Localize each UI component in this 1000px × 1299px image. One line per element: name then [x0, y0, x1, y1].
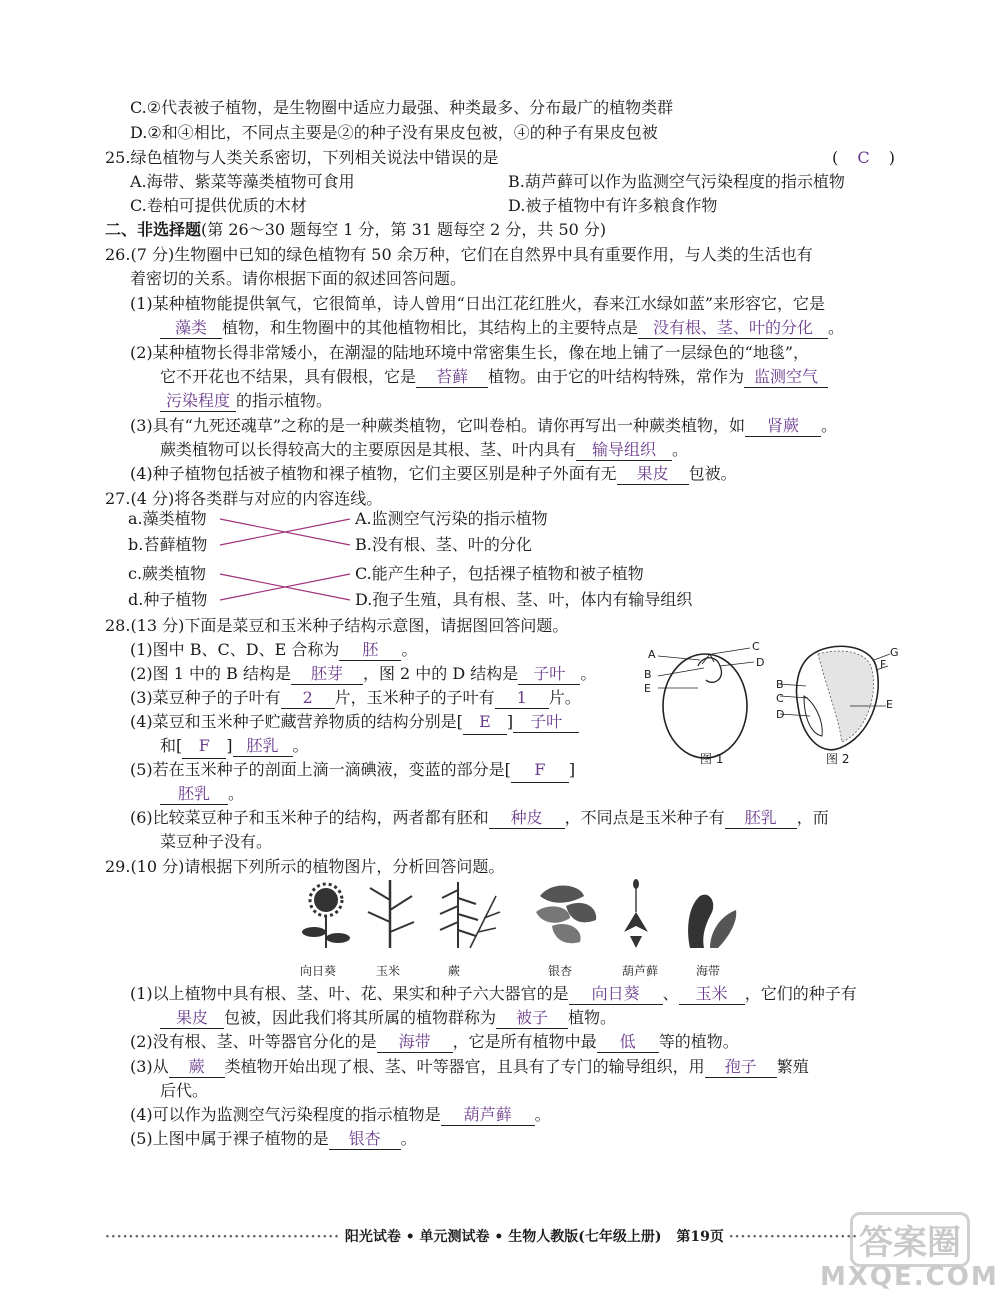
ginkgo-leaf-3: [566, 903, 596, 922]
q25-option-c: C.卷柏可提供优质的木材: [130, 196, 307, 215]
plant-caption-fern: 蕨: [448, 964, 461, 978]
q26-answer-vascular: 输导组织: [576, 440, 672, 461]
page-footer: [105, 1226, 858, 1246]
bean-label-b: B: [644, 668, 652, 681]
bean-seed-outline: [663, 654, 747, 758]
q28-answer-two: 2: [281, 688, 335, 709]
q29-part1-comma: 、: [662, 984, 679, 1003]
q28-part6-text: (6)比较菜豆种子和玉米种子的结构，两者都有胚和: [130, 808, 489, 827]
q28-part6-line2: 菜豆种子没有。: [160, 832, 273, 851]
bean-pointer-d: [720, 662, 754, 666]
q26-answer-monitor: 监测空气: [744, 367, 828, 388]
fern-illustration: [440, 882, 500, 948]
q27-left-d: d.种子植物: [128, 590, 208, 609]
corn-label-e: E: [886, 698, 893, 711]
q29-part3-text3: 繁殖: [776, 1057, 809, 1076]
q25-bracket-open: (: [832, 148, 839, 167]
q28-part2-end: 。: [580, 664, 597, 683]
q28-answer-endosperm2: 胚乳: [160, 784, 228, 805]
moss-capsule: [633, 879, 639, 889]
corn-label-c: C: [776, 692, 784, 705]
q28-part4-line2: [160, 734, 309, 758]
q29-part2-end: 等的植物。: [658, 1032, 739, 1051]
q29-part3-line2: 后代。: [160, 1081, 209, 1100]
q29-part2-text: (2)没有根、茎、叶等器官分化的是: [130, 1032, 377, 1051]
q28-part3-text2: 片，玉米种子的子叶有: [334, 688, 495, 707]
ginkgo-leaf-1: [540, 885, 584, 902]
q29-part3-text: (3)从: [130, 1057, 169, 1076]
q28-answer-one: 1: [495, 688, 549, 709]
q29-part5-text: (5)上图中属于裸子植物的是: [130, 1129, 329, 1148]
q28-part5-text: (5)若在玉米种子的剖面上滴一滴碘液，变蓝的部分是[: [130, 760, 511, 779]
q28-part1: [130, 638, 417, 662]
corn-label-b: B: [776, 678, 784, 691]
plant-caption-sunflower: 向日葵: [300, 964, 337, 978]
q29-answer-moss: 葫芦藓: [441, 1105, 535, 1126]
q29-plant-illustrations: [290, 876, 750, 956]
q28-part4-text: (4)菜豆和玉米种子贮藏营养物质的结构分别是[: [130, 712, 463, 731]
q25-option-b: B.葫芦藓可以作为监测空气污染程度的指示植物: [508, 172, 845, 191]
q26-part2-end: 的指示植物。: [236, 391, 333, 410]
q28-part2: [130, 662, 596, 686]
q24-option-c: C.②代表被子植物，是生物圈中适应力最强、种类最多、分布最广的植物类群: [130, 98, 674, 117]
q26-part1-end: 。: [828, 318, 845, 337]
q26-answer-pericarp: 果皮: [617, 464, 689, 485]
q26-answer-algae: 藻类: [160, 318, 222, 339]
q28-answer-endosperm: 胚乳: [233, 736, 293, 757]
q29-part1-line1: [130, 982, 857, 1006]
q24-option-d: D.②和④相比，不同点主要是②的种子没有果皮包被，④的种子有果皮包被: [130, 123, 658, 142]
q28-part1-end: 。: [401, 640, 418, 659]
q26-answer-fern: 肾蕨: [745, 416, 821, 437]
q28-part2-text2: ，图 2 中的 D 结构是: [362, 664, 519, 683]
corn-pointer-b: [780, 684, 806, 686]
q26-stem-line1: 26.(7 分)生物圈中已知的绿色植物有 50 余万种，它们在自然界中具有重要作用，与人类的生活也有: [105, 245, 813, 264]
q26-part3-text2: 蕨类植物可以长得较高大的主要原因是其根、茎、叶内具有: [160, 440, 577, 459]
plant-caption-ginkgo: 银杏: [548, 964, 573, 978]
q25-option-a: A.海带、紫菜等藻类植物可食用: [130, 172, 355, 191]
q28-part3: [130, 686, 581, 710]
q27-left-a: a.藻类植物: [128, 509, 207, 528]
q27-right-d: D.孢子生殖，具有根、茎、叶，体内有输导组织: [355, 590, 693, 609]
q28-part2-text: (2)图 1 中的 B 结构是: [130, 664, 291, 683]
q28-answer-seedcoat: 种皮: [489, 808, 565, 829]
q28-part4-bracket2: ]: [226, 736, 233, 755]
q29-answer-kelp: 海带: [377, 1032, 453, 1053]
corn-label-d: D: [776, 708, 785, 721]
q27-right-c: C.能产生种子，包括裸子植物和被子植物: [355, 564, 644, 583]
bean-radicle-shape: [698, 658, 721, 683]
q28-part5-line1: [130, 758, 575, 782]
q29-part3-line1: [130, 1055, 809, 1079]
q28-part4-end: 。: [292, 736, 309, 755]
q25-answer: C: [857, 148, 870, 167]
plant-caption-moss: 葫芦藓: [622, 964, 659, 978]
bean-label-c: C: [752, 640, 760, 653]
q29-answer-sunflower: 向日葵: [569, 984, 663, 1005]
q26-part3-text: (3)具有“九死还魂草”之称的是一种蕨类植物，它叫卷柏。请你再写出一种蕨类植物，如: [130, 416, 746, 435]
q28-part4-and: 和[: [160, 736, 183, 755]
q29-part1-line2: [160, 1006, 616, 1030]
q27-right-a: A.监测空气污染的指示植物: [355, 509, 548, 528]
figure2-caption: 图 2: [826, 752, 850, 766]
q29-answer-pericarp: 果皮: [160, 1008, 224, 1029]
q28-answer-embryo: 胚: [339, 640, 401, 661]
footer-dots-right: ······················: [728, 1229, 858, 1245]
bean-seed-diagram: [640, 636, 770, 766]
q29-answer-spore: 孢子: [705, 1057, 777, 1078]
q26-part4-end: 包被。: [688, 464, 737, 483]
kelp-illustration: [688, 895, 736, 948]
q26-answer-no-organs: 没有根、茎、叶的分化: [638, 318, 828, 339]
q26-part3-end2: 。: [672, 440, 689, 459]
q29-part1-end: 植物。: [568, 1008, 617, 1027]
corn-seed-diagram: [780, 636, 900, 760]
footer-page-number: 第19页: [676, 1229, 724, 1245]
q28-part4-line1: [130, 710, 579, 734]
bean-label-d: D: [756, 656, 765, 669]
q29-part5-end: 。: [400, 1129, 417, 1148]
bean-pointer-b: [658, 668, 704, 676]
q29-part1-text3: 包被，因此我们将其所属的植物群称为: [224, 1008, 497, 1027]
ginkgo-illustration: [536, 885, 596, 943]
q29-answer-ginkgo: 银杏: [329, 1129, 401, 1150]
q26-part2-text: 它不开花也不结果，具有假根，它是: [160, 367, 417, 386]
moss-illustration: [624, 879, 648, 948]
q29-part3-text2: 类植物开始出现了根、茎、叶等器官，且具有了专门的输导组织，用: [224, 1057, 705, 1076]
q25-option-d: D.被子植物中有许多粮食作物: [508, 196, 718, 215]
bean-label-a: A: [648, 648, 656, 661]
sunflower-illustration: [302, 884, 350, 948]
q28-answer-endosperm3: 胚乳: [725, 808, 797, 829]
ginkgo-leaf-4: [552, 924, 581, 943]
q28-part6-end: ，而: [796, 808, 829, 827]
q27-left-b: b.苔藓植物: [128, 535, 208, 554]
q27-right-b: B.没有根、茎、叶的分化: [355, 535, 532, 554]
footer-dots-left: ········································: [105, 1229, 340, 1245]
q28-part3-text: (3)菜豆种子的子叶有: [130, 688, 281, 707]
q29-part4: [130, 1103, 551, 1127]
q28-part4-bracket: ]: [506, 712, 514, 731]
watermark-url: MXQE.COM: [820, 1262, 999, 1292]
sunflower-leaf-left: [302, 927, 326, 937]
q26-answer-moss: 苔藓: [416, 367, 488, 388]
q28-answer-cotyledon: 子叶: [518, 664, 580, 685]
q29-part1-text2: ，它们的种子有: [744, 984, 857, 1003]
q27-stem: 27.(4 分)将各类群与对应的内容连线。: [105, 489, 383, 508]
corn-plant-illustration: [368, 880, 414, 948]
plant-caption-corn: 玉米: [376, 964, 401, 978]
fern-fronds: [440, 882, 478, 948]
ginkgo-leaf-2: [536, 906, 570, 922]
sunflower-head: [314, 888, 338, 912]
q28-answer-e: E: [463, 710, 507, 735]
q29-answer-fern: 蕨: [169, 1057, 225, 1078]
q29-part4-end: 。: [534, 1105, 551, 1124]
q28-part6-text2: ，不同点是玉米种子有: [564, 808, 725, 827]
sunflower-leaf-right: [326, 933, 350, 943]
figure1-caption: 图 1: [700, 752, 724, 766]
q29-part2-text2: ，它是所有植物中最: [452, 1032, 597, 1051]
q28-part3-end: 片。: [548, 688, 581, 707]
q29-part1-text: (1)以上植物中具有根、茎、叶、花、果实和种子六大器官的是: [130, 984, 569, 1003]
footer-title: 阳光试卷 • 单元测试卷 • 生物人教版(七年级上册): [344, 1229, 662, 1245]
q29-stem: 29.(10 分)请根据下列所示的植物图片，分析回答问题。: [105, 857, 505, 876]
corn-label-g: G: [890, 646, 899, 659]
plant-caption-kelp: 海带: [696, 964, 721, 978]
q26-part3-end1: 。: [821, 416, 838, 435]
q26-part2-text2: 植物。由于它的叶结构特殊，常作为: [488, 367, 745, 386]
q28-part5-line2: [160, 782, 244, 806]
q25-bracket-close: ): [888, 148, 895, 167]
bean-pointer-c: [712, 648, 750, 654]
q26-part1-line1: (1)某种植物能提供氧气，它很简单，诗人曾用“日出江花红胜火，春来江水绿如蓝”来形容它，它是: [130, 294, 826, 313]
q29-part4-text: (4)可以作为监测空气污染程度的指示植物是: [130, 1105, 441, 1124]
q28-part1-text: (1)图中 B、C、D、E 合称为: [130, 640, 340, 659]
corn-label-f: F: [880, 658, 887, 671]
q27-left-c: c.蕨类植物: [128, 564, 207, 583]
q28-part6-line1: [130, 806, 829, 830]
kelp-blade-2: [710, 910, 736, 948]
q29-part5: [130, 1127, 417, 1151]
q28-part5-bracket: ]: [568, 760, 576, 779]
q25-stem: 25.绿色植物与人类关系密切，下列相关说法中错误的是: [105, 148, 499, 167]
q29-answer-corn: 玉米: [679, 984, 745, 1005]
q26-part4-text: (4)种子植物包括被子植物和裸子植物，它们主要区别是种子外面有无: [130, 464, 617, 483]
q26-part2-line1: (2)某种植物长得非常矮小，在潮湿的陆地环境中常密集生长，像在地上铺了一层绿色的“地毯”，: [130, 343, 810, 362]
q26-answer-pollution: 污染程度: [160, 391, 236, 412]
watermark-logo: 答案圈: [850, 1212, 970, 1267]
section-title: 二、非选择题: [105, 220, 202, 239]
q28-answer-f2: F: [511, 758, 569, 783]
kelp-blade-1: [688, 895, 713, 948]
q28-stem: 28.(13 分)下面是菜豆和玉米种子结构示意图，请据图回答问题。: [105, 616, 569, 635]
q29-answer-low: 低: [597, 1032, 659, 1053]
bean-label-e: E: [644, 682, 651, 695]
q26-part1-text: 植物，和生物圈中的其他植物相比，其结构上的主要特点是: [222, 318, 639, 337]
q26-stem-line2: 着密切的关系。请你根据下面的叙述回答问题。: [130, 269, 467, 288]
q29-answer-angiosperm: 被子: [496, 1008, 568, 1029]
q29-part2: [130, 1030, 739, 1054]
q28-answer-cotyledon2: 子叶: [513, 712, 579, 733]
section-note: (第 26～30 题每空 1 分，第 31 题每空 2 分，共 50 分): [201, 220, 607, 239]
q28-answer-f: F: [182, 734, 226, 759]
moss-leaves: [624, 912, 648, 948]
q28-answer-plumule: 胚芽: [291, 664, 363, 685]
q28-part5-end: 。: [228, 784, 245, 803]
